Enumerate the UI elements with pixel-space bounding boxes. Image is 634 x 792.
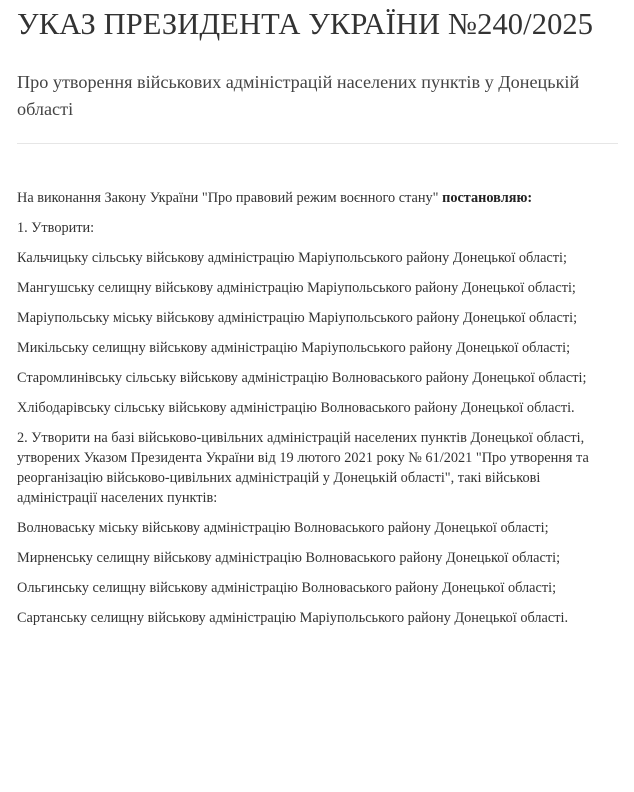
- list-item: Маріупольську міську військову адміністрацію Маріупольського району Донецької області;: [17, 310, 578, 326]
- list-item: Кальчицьку сільську військову адміністрацію Маріупольського району Донецької області;: [17, 250, 567, 266]
- list-item: Мангушську селищну військову адміністрацію Маріупольського району Донецької області;: [17, 280, 576, 296]
- decree-body: [17, 188, 618, 628]
- list-item: Ольгинську селищну військову адміністрацію Волноваського району Донецької області;: [17, 580, 557, 596]
- preamble-decree-word: постановляю:: [442, 190, 533, 206]
- list-item: Мирненську селищну військову адміністрацію Волноваського району Донецької області;: [17, 550, 561, 566]
- preamble-text: На виконання Закону України "Про правовий режим воєнного стану": [17, 190, 439, 206]
- title-divider: [17, 143, 618, 144]
- list-item: Старомлинівську сільську військову адміністрацію Волноваського району Донецької області;: [17, 370, 587, 386]
- list-item: Волноваську міську військову адміністрацію Волноваського району Донецької області;: [17, 520, 549, 536]
- list-item: Хлібодарівську сільську військову адміністрацію Волноваського району Донецької області.: [17, 400, 575, 416]
- item-1-heading: 1. Утворити:: [17, 220, 95, 236]
- list-item: Сартанську селищну військову адміністрацію Маріупольського району Донецької області.: [17, 610, 569, 626]
- item-2-heading: 2. Утворити на базі військово-цивільних адміністрацій населених пунктів Донецької області, утворених Указом Президента України від 19 лютого 2021 року № 61/2021 "Про утворення та реорганізацію військово-цивільних адміністрацій у Донецькій області", такі військові адміністрації населених пунктів:: [17, 430, 589, 506]
- page-title: УКАЗ ПРЕЗИДЕНТА УКРАЇНИ №240/2025: [17, 7, 594, 41]
- preamble-paragraph: [17, 188, 618, 208]
- decree-subtitle: Про утворення військових адміністрацій населених пунктів у Донецькій області: [17, 72, 580, 119]
- list-item: Микільську селищну військову адміністрацію Маріупольського району Донецької області;: [17, 340, 571, 356]
